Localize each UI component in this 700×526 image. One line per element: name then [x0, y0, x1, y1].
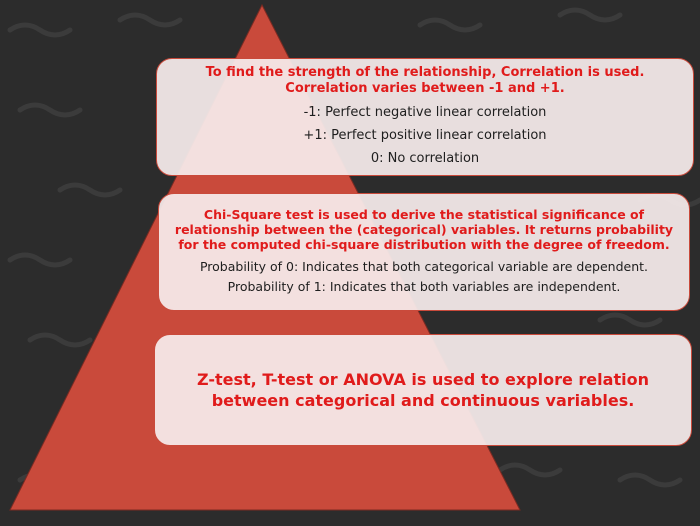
chi-square-line-probability-0: Probability of 0: Indicates that both categorical variable are dependent.	[199, 259, 649, 274]
chi-square-line-probability-1: Probability of 1: Indicates that both variables are independent.	[227, 279, 621, 294]
correlation-tier-box	[156, 58, 694, 176]
correlation-line-none: 0: No correlation	[370, 150, 480, 166]
correlation-line-positive: +1: Perfect positive linear correlation	[303, 127, 547, 143]
correlation-line-negative: -1: Perfect negative linear correlation	[303, 104, 547, 120]
correlation-heading: To find the strength of the relationship, Correlation is used. Correlation varies between -1 and +1.	[205, 64, 645, 96]
chi-square-heading: Chi-Square test is used to derive the statistical significance of relationship between the (categorical) variables. It returns probability for the computed chi-square distribution with the degree of freedom.	[174, 207, 674, 252]
anova-tier-box	[154, 334, 692, 446]
chi-square-tier-box	[158, 193, 690, 311]
anova-heading: Z-test, T-test or ANOVA is used to explore relation between categorical and continuous variables.	[197, 370, 649, 410]
